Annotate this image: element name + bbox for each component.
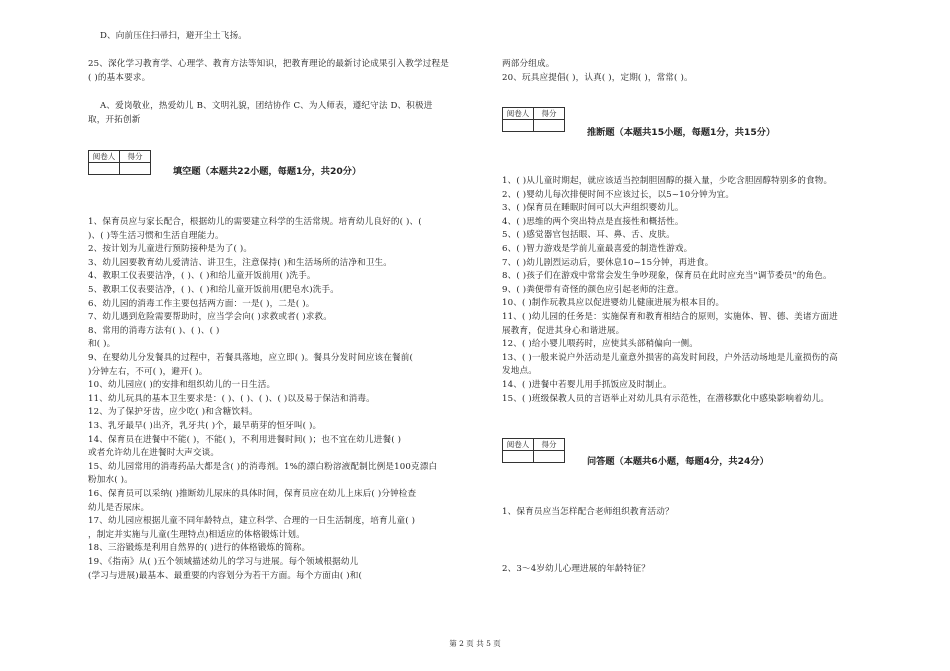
true-false-line: 11、( )幼儿园的任务是：实施保育和教育相结合的原则，实施体、智、德、美诸方面进 (502, 312, 838, 322)
true-false-line: 6、( )智力游戏是学前儿童最喜爱的制造性游戏。 (502, 244, 693, 254)
fill-blank-line: 12、为了保护牙齿，应少吃( )和含糖饮料。 (88, 407, 258, 418)
true-false-line: 5、( )感觉器官包括眼、耳、鼻、舌、皮肤。 (502, 230, 675, 241)
section-title: 问答题（本题共6小题，每题4分，共24分） (587, 456, 769, 467)
option-line: A、爱岗敬业，热爱幼儿 B、文明礼貌，团结协作 C、为人师表，遵纪守法 D、积极进 (100, 101, 433, 111)
grader-label: 阅卷人 (503, 108, 534, 120)
fill-blank-line: 3、幼儿园要教育幼儿爱清洁、讲卫生，注意保持( )和生活场所的洁净和卫生。 (88, 257, 393, 268)
fill-blank-line: 2、按计划为儿童进行预防接种是为了( )。 (88, 244, 253, 255)
fill-blank-line: (学习与进展)最基本、最重要的内容划分为若干方面。每个方面由( )和( (88, 570, 362, 581)
section-title: 推断题（本题共15小题，每题1分，共15分） (587, 127, 776, 138)
fill-blank-line: 8、常用的消毒方法有( )、( )、( ) (88, 325, 220, 336)
true-false-line: 4、( )思维的两个突出特点是直接性和概括性。 (502, 216, 684, 227)
score-cell (534, 451, 565, 463)
score-label: 得分 (120, 151, 151, 163)
true-false-line: 展教育，促进其身心和谐进展。 (502, 325, 625, 336)
grader-cell (503, 120, 534, 132)
fill-blank-line: 20、玩具应提倡( )，认真( )，定期( )，常常( )。 (502, 73, 693, 83)
true-false-line: 10、( )制作玩教具应以促进婴幼儿健康进展为根本目的。 (502, 298, 725, 309)
question-line: 2、3～4岁幼儿心理进展的年龄特征？ (502, 564, 651, 574)
fill-blank-line: 11、幼儿玩具的基本卫生要求是：( )、( )、( )、( )以及易于保洁和消毒。 (88, 393, 375, 404)
true-false-line: 9、( )粪便带有奇怪的颜色应引起老师的注意。 (502, 284, 684, 295)
fill-blank-line: 19、《指南》从( )五个领域描述幼儿的学习与进展。每个领域根据幼儿 (88, 557, 359, 567)
grader-cell (503, 451, 534, 463)
true-false-line: 1、( )从儿童时期起，就应该适当控制胆固醇的摄入量，少吃含胆固醇特别多的食物。 (502, 176, 833, 186)
fill-blank-line: 15、幼儿园常用的消毒药品大都是含( )的消毒剂。1%的漂白粉溶液配制比例是100克漂白 (88, 461, 438, 472)
option-line: 取，开拓创新 (88, 115, 141, 125)
true-false-line: 13、( )一般来说户外活动是儿童意外损害的高发时间段，户外活动场地是儿童损伤的高 (502, 352, 838, 363)
score-box (502, 438, 565, 463)
true-false-line: 发地点。 (502, 366, 537, 377)
option-line: D、向前压住扫帚扫，避开尘土飞扬。 (100, 31, 247, 41)
fill-blank-line: 4、教职工仪表要洁净，( )、( )和给儿童开饭前用( )洗手。 (88, 271, 316, 282)
page-footer: 第 2 页 共 5 页 (449, 639, 501, 648)
fill-blank-line: 或者允许幼儿在进餐时大声交谈。 (88, 448, 220, 459)
score-box (88, 150, 151, 175)
true-false-line: 12、( )给小婴儿喂药时，应使其头部稍偏向一侧。 (502, 339, 698, 350)
fill-blank-line: 幼儿是否尿床。 (88, 502, 150, 513)
score-label: 得分 (534, 108, 565, 120)
fill-blank-line: 粉加水( )。 (88, 475, 133, 486)
score-cell (120, 163, 151, 175)
true-false-line: 7、( )幼儿剧烈运动后，要休息10~15分钟，再进食。 (502, 257, 714, 268)
fill-blank-line: 6、幼儿园的消毒工作主要包括两方面：一是( )，二是( )。 (88, 298, 315, 309)
score-cell (534, 120, 565, 132)
fill-blank-line: 5、教职工仪表要洁净，( )、( )和给儿童开饭前用(肥皂水)洗手。 (88, 285, 339, 295)
section-title: 填空题（本题共22小题，每题1分，共20分） (173, 166, 362, 177)
fill-blank-line: )、( )等生活习惯和生活自理能力。 (88, 230, 224, 241)
option-line: 25、深化学习教育学、心理学、教育方法等知识，把教育理论的最新讨论成果引入教学过程是 (88, 59, 449, 69)
option-line: ( )的基本要求。 (88, 73, 151, 83)
grader-cell (89, 163, 120, 175)
grader-label: 阅卷人 (503, 439, 534, 451)
fill-blank-line: 13、乳牙最早( )出齐，乳牙共( )个，最早萌芽的恒牙叫( )。 (88, 421, 322, 431)
fill-blank-line: )分钟左右，不可( )，避开( )。 (88, 366, 208, 377)
true-false-line: 8、( )孩子们在游戏中常常会发生争吵现象，保育员在此时应充当"调节委员"的角色。 (502, 271, 832, 282)
fill-blank-line: 16、保育员可以采纳( )推断幼儿尿床的具体时间，保育员应在幼儿上床后( )分钟检查 (88, 489, 417, 499)
grader-label: 阅卷人 (89, 151, 120, 163)
true-false-line: 2、( )婴幼儿每次排便时间不应该过长，以5~10分钟为宜。 (502, 189, 735, 200)
fill-blank-line: 14、保育员在进餐中不能( )，不能( )，不利用进餐时间( )；也不宜在幼儿进餐( ) (88, 434, 402, 445)
text-line: 两部分组成。 (502, 59, 555, 69)
question-line: 1、保育员应当怎样配合老师组织教育活动？ (502, 507, 674, 517)
fill-blank-line: 7、幼儿遇到危险需要帮助时，应当学会向( )求救或者( )求救。 (88, 312, 332, 323)
fill-blank-line: 9、在婴幼儿分发餐具的过程中，若餐具落地，应立即( )。餐具分发时间应该在餐前( (88, 353, 414, 363)
fill-blank-line: 10、幼儿园应( )的安排和组织幼儿的一日生活。 (88, 380, 276, 391)
fill-blank-line: 和( )。 (88, 339, 116, 350)
true-false-line: 14、( )进餐中若婴儿用手抓饭应及时制止。 (502, 380, 672, 390)
true-false-line: 15、( )班级保教人员的言语举止对幼儿具有示范性，在潜移默化中感染影响着幼儿。 (502, 393, 830, 404)
true-false-line: 3、( )保育员在睡眠时间可以大声组织婴幼儿。 (502, 203, 684, 214)
fill-blank-line: 1、保育员应与家长配合，根据幼儿的需要建立科学的生活常规。培育幼儿良好的( )、( (88, 217, 422, 227)
score-label: 得分 (534, 439, 565, 451)
fill-blank-line: ，制定并实施与儿童(生理特点)相适应的体格锻炼计划。 (88, 529, 305, 540)
fill-blank-line: 17、幼儿园应根据儿童不同年龄特点，建立科学、合理的一日生活制度，培育儿童( ) (88, 516, 416, 527)
fill-blank-line: 18、三浴锻炼是利用自然界的( )进行的体格锻炼的简称。 (88, 543, 311, 554)
score-box (502, 107, 565, 132)
